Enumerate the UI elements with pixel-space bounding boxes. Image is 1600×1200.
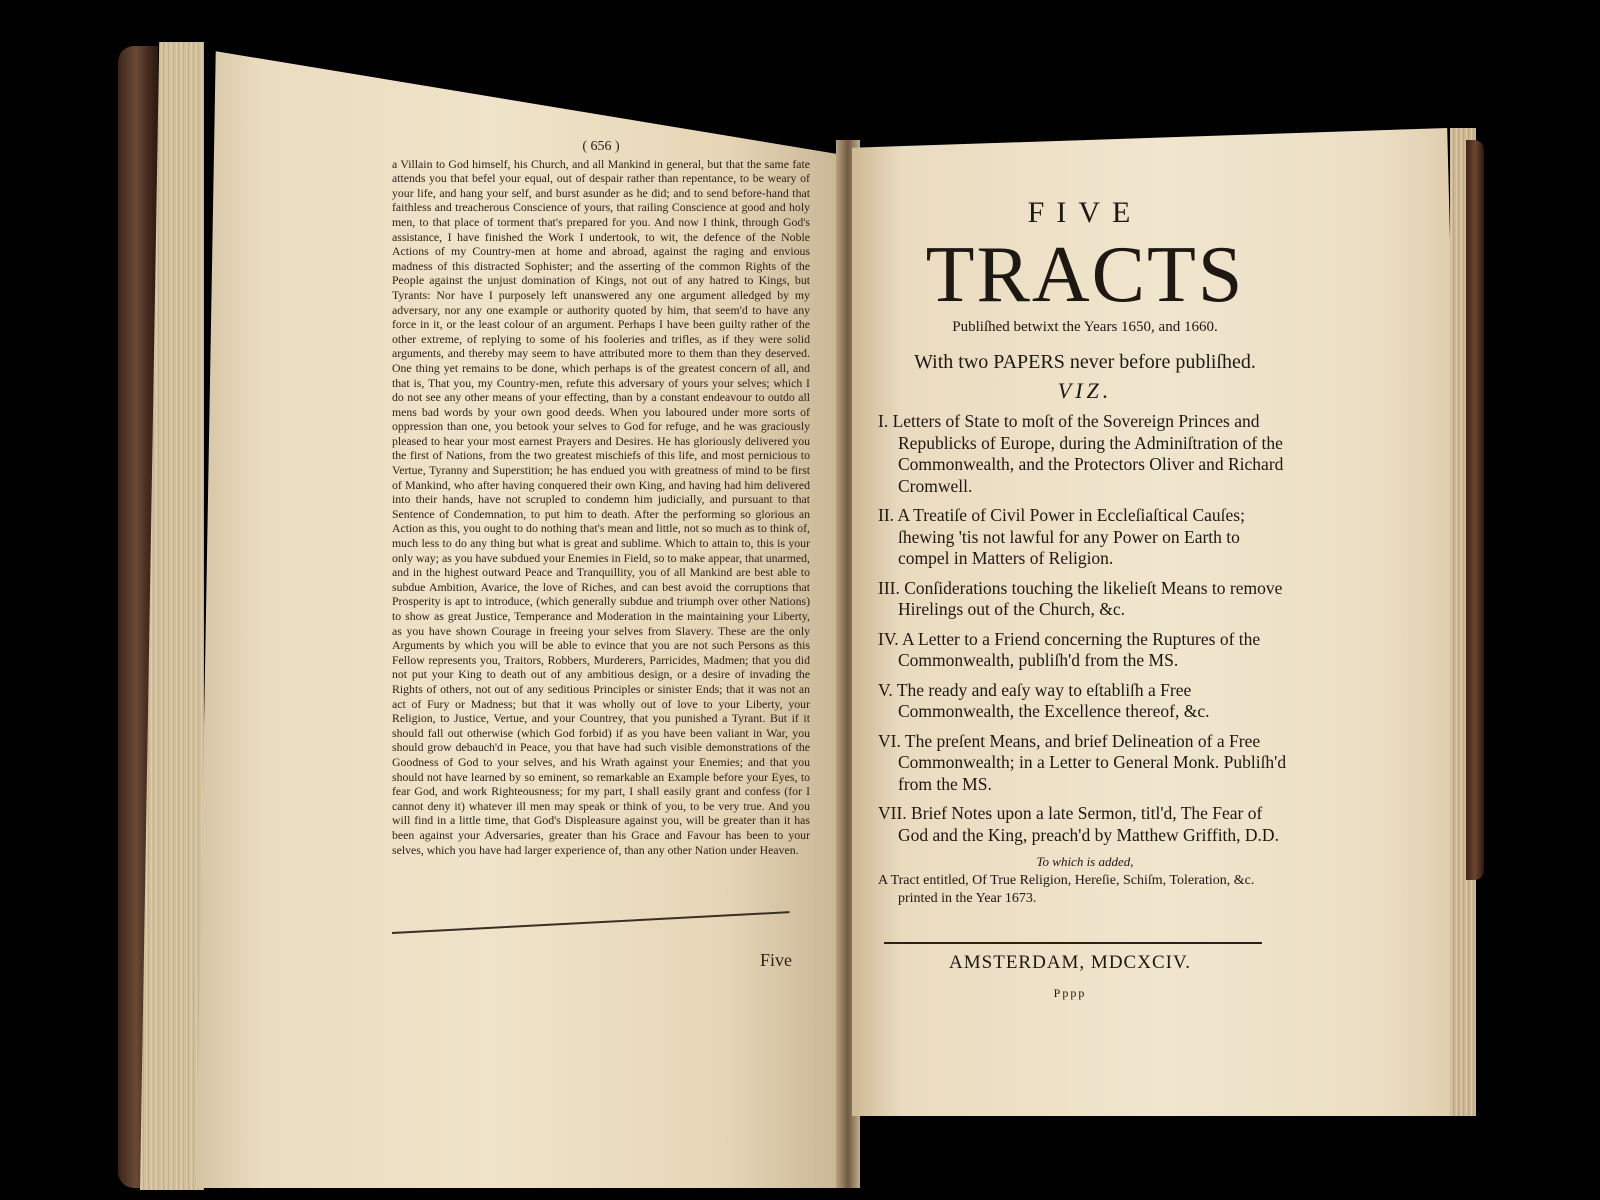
- title-page-text: [878, 195, 1292, 908]
- contents-item: II. A Treatiſe of Civil Power in Eccleſiaſtical Cauſes; ſhewing 'tis not lawful for any Power on Earth to compel in Matters of Religion.: [878, 505, 1245, 568]
- to-which-added: To which is added,: [1036, 854, 1134, 869]
- contents-item: VII. Brief Notes upon a late Sermon, titl'd, The Fear of God and the King, preach'd by Matthew Griffith, D.D.: [878, 803, 1279, 845]
- viz-heading: VIZ.: [1057, 378, 1113, 403]
- book-spine-right: [1466, 140, 1484, 880]
- imprint: AMSTERDAM, MDCXCIV.: [949, 952, 1191, 973]
- title-tracts: TRACTS: [925, 231, 1245, 319]
- page-number: ( 656 ): [582, 140, 620, 154]
- with-papers-line: With two PAPERS never before publiſhed.: [914, 351, 1256, 373]
- catchword: Five: [760, 950, 793, 970]
- left-page-body: a Villain to God himself, his Church, and all Mankind in general, but that the same fate attends you that befel your equal, out of despair rather than repentance, to be weary of your life, and hang your self, and burst asunder as he did; and to send before-hand that faithless and treacherous Conscience of yours, that railing Conscience at good and holy men, to that place of torment that's prepared for you. And now I think, through God's assistance, I have finished the Work I undertook, to wit, the defence of the Noble Actions of my Country-men at home and abroad, against the raging and envious madness of this distracted Sophister; and the asserting of the common Rights of the People against the unjust domination of Kings, not out of any hatred to Kings, but Tyrants: Nor have I purposely left unanswered any one argument alledged by my adversary, nor any one example or authority quoted by him, that seem'd to have any force in it, or the least colour of an argument. Perhaps I have been guilty rather of the other extreme, of replying to some of his fooleries and trifles, as if they were solid arguments, and thereby may seem to have attributed more to them than they deserved. One thing yet remains to be done, which perhaps is of the greatest concern of all, and that is, That you, my Country-men, refute this adversary of yours your selves; which I do not see any other means of your effecting, than by a constant endeavour to outdo all mens bad words by your own good deeds. When you laboured under more sorts of oppression than one, you betook your selves to God for refuge, and he was graciously pleased to hear your most earnest Prayers and Desires. He has gloriously delivered you the first of Nations, from the two greatest mischiefs of this life, and most pernicious to Vertue, Tyranny and Superstition; he has endued you with greatness of mind to be first of Mankind, who after having conquered their own King, and having had him delivered into their hands, have not scrupled to condemn him judicially, and pursuant to that Sentence of Condemnation, to put him to death. After the performing so glorious an Action as this, you ought to do nothing that's mean and little, not so much as to think of, much less to do any thing but what is great and sublime. Which to attain to, this is your only way; as you have subdued your Enemies in Field, so to make appear, that unarmed, and in the highest outward Peace and Tranquillity, you of all Mankind are best able to subdue Ambition, Avarice, the love of Riches, and can best avoid the corruptions that Prosperity is apt to introduce, (which generally subdue and triumph over other Nations) to show as great Justice, Temperance and Moderation in the maintaining your Liberty, as you have shown Courage in freeing your selves from Slavery. These are the only Arguments by which you will be able to evince that you are not such Persons as this Fellow represents you, Traitors, Robbers, Murderers, Parricides, Madmen; that you did not put your King to death out of any ambitious design, or a desire of invading the Rights of others, not out of any seditious Principles or sinister Ends; that it was not an act of Fury or Madness; but that it was wholly out of love to your Liberty, your Religion, to Justice, Vertue, and your Countrey, that you punished a Tyrant. But if it should fall out otherwise (which God forbid) if as you have been valiant in War, you should grow debauch'd in Peace, you that have had such visible demonstrations of the Goodness of God to your selves, and his Wrath against your Enemies; and that you should not have learned by so eminent, so remarkable an Example before your Eyes, to fear God, and work Righteousness; for my part, I shall easily grant and confess (for I cannot deny it) whatever ill men may speak or think of you, to be very true. And you will find in a little time, that God's Displeasure against you, will be greater than it has been against your Adversaries, greater than his Grace and Favour has been to your selves, which you have had larger experience of, than any other Nation under Heaven.: [392, 156, 810, 857]
- signature-mark: Pppp: [1053, 986, 1087, 1000]
- published-line: Publiſhed betwixt the Years 1650, and 1660.: [952, 319, 1218, 335]
- left-page-text-block: [392, 140, 810, 910]
- contents-item: IV. A Letter to a Friend concerning the Ruptures of the Commonwealth, publiſh'd from the MS.: [878, 628, 1261, 670]
- contents-item: I. Letters of State to moſt of the Sovereign Princes and Republicks of Europe, during the Adminiſtration of the Commonwealth, and the Protectors Oliver and Richard Cromwell.: [878, 411, 1284, 496]
- tract-entitled: A Tract entitled, Of True Religion, Hereſie, Schiſm, Toleration, &c. printed in the Year 1673.: [878, 873, 1255, 906]
- contents-item: V. The ready and eaſy way to eſtabliſh a Free Commonwealth, the Excellence thereof, &c.: [878, 679, 1210, 721]
- contents-item: III. Conſiderations touching the likelieſt Means to remove Hirelings out of the Church, &c.: [878, 577, 1283, 619]
- title-page-rule: [884, 942, 1262, 944]
- contents-item: VI. The preſent Means, and brief Delineation of a Free Commonwealth; in a Letter to General Monk. Publiſh'd from the MS.: [878, 730, 1287, 794]
- title-five: FIVE: [1027, 196, 1143, 229]
